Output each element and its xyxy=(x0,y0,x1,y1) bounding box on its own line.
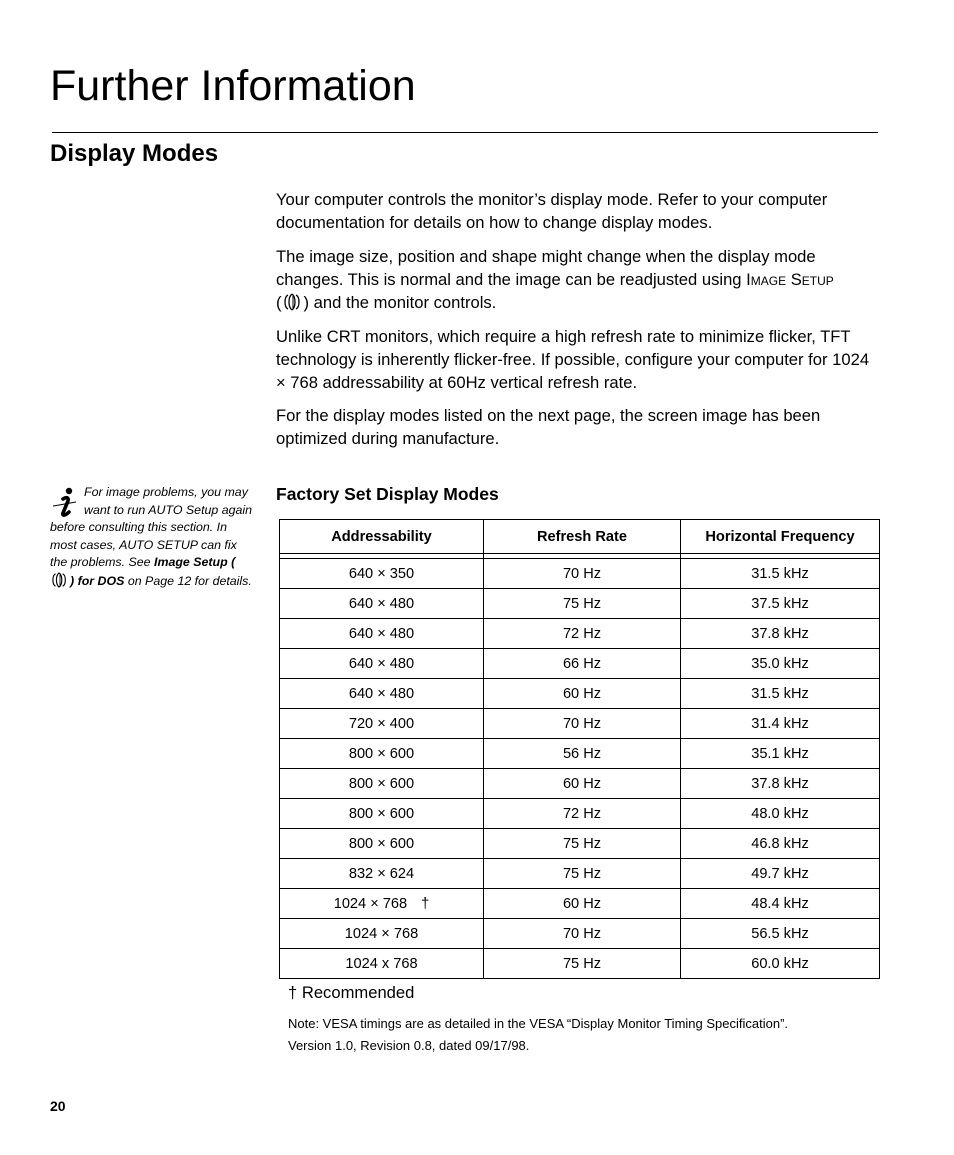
page-title: Further Information xyxy=(50,62,416,110)
cell-refresh-rate xyxy=(484,829,681,859)
title-divider xyxy=(52,132,878,133)
cell-text: 800 × 600 xyxy=(348,775,415,792)
cell-addressability xyxy=(280,709,484,739)
body-paragraph-4: For the display modes listed on the next page, the screen image has been optimized during manufacture. xyxy=(276,406,821,448)
table-title: Factory Set Display Modes xyxy=(276,484,499,504)
cell-text: 37.5 kHz xyxy=(751,595,809,612)
cell-text: 60.0 kHz xyxy=(751,955,809,972)
cell-horizontal-frequency xyxy=(681,649,880,679)
cell-text: 70 Hz xyxy=(562,925,602,942)
header-horizontal-frequency: Horizontal Frequency xyxy=(681,520,880,554)
cell-text: 75 Hz xyxy=(562,835,602,852)
body-paragraph-1: Your computer controls the monitor’s display mode. Refer to your computer documentation for details on how to change display modes. xyxy=(276,190,828,232)
vesa-note xyxy=(288,1013,878,1057)
sidenote-text: For image problems, you may want to run AUTO Setup again before consulting this section. In most cases, AUTO SETUP can fix the problems. See xyxy=(50,485,253,570)
cell-text: 72 Hz xyxy=(562,625,602,642)
cell-addressability xyxy=(280,619,484,649)
table-row xyxy=(280,799,880,829)
cell-horizontal-frequency xyxy=(681,739,880,769)
cell-text: 35.1 kHz xyxy=(751,745,809,762)
cell-horizontal-frequency xyxy=(681,919,880,949)
para2-text: The image size, position and shape might change when the display mode changes. This is normal and the image can be readjusted using xyxy=(276,247,816,289)
cell-text: 37.8 kHz xyxy=(751,625,809,642)
cell-text: 31.5 kHz xyxy=(751,685,809,702)
table-row xyxy=(280,589,880,619)
cell-text: 66 Hz xyxy=(562,655,602,672)
header-refresh-rate: Refresh Rate xyxy=(484,520,681,554)
cell-text: 75 Hz xyxy=(562,955,602,972)
cell-horizontal-frequency xyxy=(681,679,880,709)
vesa-note-line-1: Note: VESA timings are as detailed in the VESA “Display Monitor Timing Specification”. xyxy=(288,1016,789,1031)
header-addressability: Addressability xyxy=(280,520,484,554)
para2-open: ( xyxy=(276,293,282,312)
para2-after: ) and the monitor controls. xyxy=(303,293,497,312)
cell-text: 1024 × 768 xyxy=(333,895,408,912)
cell-text: 56.5 kHz xyxy=(751,925,809,942)
table-row xyxy=(280,709,880,739)
section-heading: Display Modes xyxy=(50,140,219,167)
cell-addressability xyxy=(280,679,484,709)
cell-text: 720 × 400 xyxy=(348,715,415,732)
table-row xyxy=(280,889,880,919)
cell-addressability xyxy=(280,949,484,979)
table-row xyxy=(280,619,880,649)
cell-horizontal-frequency xyxy=(681,559,880,589)
cell-addressability xyxy=(280,559,484,589)
cell-horizontal-frequency xyxy=(681,709,880,739)
table-header-row xyxy=(280,520,880,554)
cell-text: 75 Hz xyxy=(562,865,602,882)
cell-text: 60 Hz xyxy=(562,685,602,702)
cell-text: 640 × 480 xyxy=(348,625,415,642)
cell-refresh-rate xyxy=(484,559,681,589)
cell-text: 70 Hz xyxy=(562,715,602,732)
cell-text: 800 × 600 xyxy=(348,745,415,762)
cell-horizontal-frequency xyxy=(681,859,880,889)
cell-text: 70 Hz xyxy=(562,565,602,582)
table-row xyxy=(280,649,880,679)
table-row xyxy=(280,949,880,979)
cell-text: 75 Hz xyxy=(562,595,602,612)
cell-text: 640 × 350 xyxy=(348,565,415,582)
table-row xyxy=(280,679,880,709)
cell-horizontal-frequency xyxy=(681,769,880,799)
cell-horizontal-frequency xyxy=(681,949,880,979)
cell-refresh-rate xyxy=(484,679,681,709)
footnote: † Recommended xyxy=(288,983,415,1002)
cell-refresh-rate xyxy=(484,589,681,619)
cell-addressability xyxy=(280,799,484,829)
sidenote xyxy=(50,484,255,591)
cell-text: 56 Hz xyxy=(562,745,602,762)
image-setup-icon xyxy=(282,293,304,311)
cell-text: 60 Hz xyxy=(562,895,602,912)
table-row xyxy=(280,739,880,769)
cell-refresh-rate xyxy=(484,799,681,829)
page-number: 20 xyxy=(50,1098,66,1114)
table-row xyxy=(280,559,880,589)
cell-horizontal-frequency xyxy=(681,589,880,619)
cell-horizontal-frequency xyxy=(681,889,880,919)
cell-text: 49.7 kHz xyxy=(751,865,809,882)
body-paragraph-2 xyxy=(276,245,878,314)
cell-text: 640 × 480 xyxy=(348,655,415,672)
vesa-note-line-2: Version 1.0, Revision 0.8, dated 09/17/98. xyxy=(288,1038,530,1053)
display-modes-table xyxy=(279,519,880,979)
cell-refresh-rate xyxy=(484,889,681,919)
info-icon xyxy=(50,486,80,518)
cell-addressability xyxy=(280,889,484,919)
cell-text: 640 × 480 xyxy=(348,595,415,612)
cell-refresh-rate xyxy=(484,859,681,889)
table-body xyxy=(280,554,880,979)
cell-text: 37.8 kHz xyxy=(751,775,809,792)
table-row xyxy=(280,829,880,859)
cell-addressability xyxy=(280,649,484,679)
cell-text: 48.0 kHz xyxy=(751,805,809,822)
image-setup-icon xyxy=(50,572,70,588)
cell-addressability xyxy=(280,829,484,859)
image-setup-smallcaps: Image Setup xyxy=(746,270,834,289)
cell-refresh-rate xyxy=(484,649,681,679)
cell-text: 60 Hz xyxy=(562,775,602,792)
cell-text: 1024 × 768 xyxy=(344,925,419,942)
cell-text: 640 × 480 xyxy=(348,685,415,702)
cell-refresh-rate xyxy=(484,919,681,949)
cell-horizontal-frequency xyxy=(681,619,880,649)
cell-text: 72 Hz xyxy=(562,805,602,822)
cell-refresh-rate xyxy=(484,619,681,649)
cell-refresh-rate xyxy=(484,769,681,799)
cell-text: 31.4 kHz xyxy=(751,715,809,732)
cell-text: 35.0 kHz xyxy=(751,655,809,672)
cell-refresh-rate xyxy=(484,739,681,769)
cell-text: 31.5 kHz xyxy=(751,565,809,582)
cell-text: 832 × 624 xyxy=(348,865,415,882)
body-paragraph-3: Unlike CRT monitors, which require a high refresh rate to minimize flicker, TFT technology is inherently flicker-free. If possible, configure your computer for 1024 × 768 addressability at 60Hz vertical refresh rate. xyxy=(276,327,870,392)
cell-text: 48.4 kHz xyxy=(751,895,809,912)
table-row xyxy=(280,769,880,799)
table-row xyxy=(280,859,880,889)
sidenote-ref: Image Setup ( xyxy=(154,555,236,570)
cell-text: 1024 x 768 xyxy=(345,955,418,972)
cell-horizontal-frequency xyxy=(681,799,880,829)
cell-text: 800 × 600 xyxy=(348,805,415,822)
recommended-dagger: † xyxy=(421,895,430,912)
cell-addressability xyxy=(280,919,484,949)
table-row xyxy=(280,919,880,949)
cell-addressability xyxy=(280,589,484,619)
cell-text: 800 × 600 xyxy=(348,835,415,852)
cell-addressability xyxy=(280,859,484,889)
cell-refresh-rate xyxy=(484,949,681,979)
cell-addressability xyxy=(280,769,484,799)
sidenote-ref-after: ) for DOS xyxy=(70,573,125,588)
cell-addressability xyxy=(280,739,484,769)
cell-text: 46.8 kHz xyxy=(751,835,809,852)
sidenote-text-end: on Page 12 for details. xyxy=(124,573,252,588)
cell-refresh-rate xyxy=(484,709,681,739)
cell-horizontal-frequency xyxy=(681,829,880,859)
